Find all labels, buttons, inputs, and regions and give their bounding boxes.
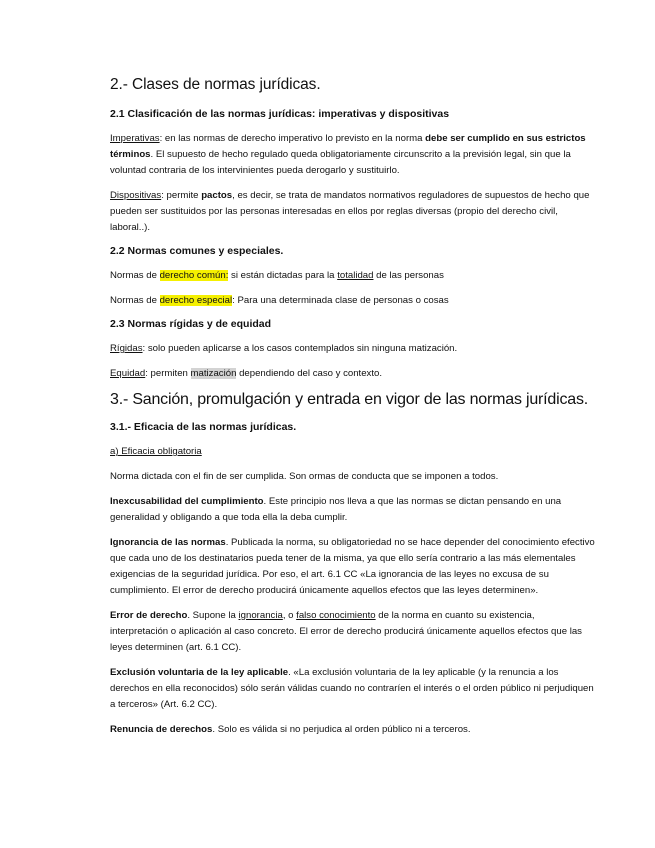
text: Normas de	[110, 295, 160, 306]
paragraph-derecho-comun	[110, 268, 595, 284]
term-imperativas: Imperativas	[110, 133, 160, 144]
term-rigidas: Rígidas	[110, 343, 143, 354]
section-2-1-title: 2.1 Clasificación de las normas jurídicas: imperativas y dispositivas	[110, 108, 450, 120]
text: : permite	[161, 190, 202, 201]
bold-text: Exclusión voluntaria de la ley aplicable	[110, 667, 289, 678]
text: de la norma en cuanto su existencia, interpretación o aplicación al caso concreto. El error de derecho producirá únicamente aquellos efectos que las leyes determinen (art. 6.1 CC).	[110, 610, 582, 653]
term-dispositivas: Dispositivas	[110, 190, 162, 201]
paragraph-eficacia: Norma dictada con el fin de ser cumplida. Son ormas de conducta que se imponen a todos.	[110, 471, 499, 482]
section-2-title: 2.- Clases de normas jurídicas.	[110, 76, 321, 93]
section-3-1-title: 3.1.- Eficacia de las normas jurídicas.	[110, 421, 297, 433]
text: , es decir, se trata de mandatos normativos reguladores de supuestos de hecho que pueden ser sustituidos por las personas interesadas en ellos por reglas diversas (propio del derecho civil, laboral..).	[110, 190, 590, 233]
text: Normas de	[110, 270, 160, 281]
section-2-2-title: 2.2 Normas comunes y especiales.	[110, 245, 284, 257]
underlined-totalidad: totalidad	[337, 270, 374, 281]
paragraph-derecho-especial	[110, 293, 595, 309]
text: : solo pueden aplicarse a los casos contemplados sin ninguna matización.	[142, 343, 458, 354]
text: : en las normas de derecho imperativo lo previsto en la norma	[159, 133, 426, 144]
underlined-falso-conocimiento: falso conocimiento	[296, 610, 376, 621]
paragraph-dispositivas	[110, 188, 595, 236]
text: . Supone la	[187, 610, 239, 621]
paragraph-exclusion	[110, 665, 595, 713]
text: de las personas	[373, 270, 444, 281]
subsection-label: a) Eficacia obligatoria	[110, 446, 202, 457]
text: . Este principio nos lleva a que las normas se dictan pensando en una generalidad y obligando a que toda ella la deba cumplir.	[110, 496, 562, 523]
bold-text: Renuncia de derechos	[110, 724, 213, 735]
paragraph-renuncia	[110, 722, 595, 738]
paragraph-rigidas	[110, 341, 595, 357]
section-2-3-title: 2.3 Normas rígidas y de equidad	[110, 318, 272, 330]
bold-text: Inexcusabilidad del cumplimiento	[110, 496, 264, 507]
underlined-ignorancia: ignorancia	[238, 610, 283, 621]
bold-text: debe ser cumplido en sus estrictos términos	[110, 133, 586, 160]
term-equidad: Equidad	[110, 368, 146, 379]
highlight-derecho-especial: derecho especial	[159, 295, 233, 306]
text: . Publicada la norma, su obligatoriedad no se hace depender del conocimiento efectivo que cada uno de los destinatarios pueda tener de la misma, ya que ello sería contrario a las más elementales exigencias de la seguridad jurídica. Por eso, el art. 6.1 CC «La ignorancia de las leyes no excusa de su cumplimiento. El error de derecho producirá únicamente aquellos efectos que las leyes determinen».	[110, 537, 595, 596]
section-3-title: 3.- Sanción, promulgación y entrada en vigor de las normas jurídicas.	[110, 391, 589, 408]
text: . El supuesto de hecho regulado queda obligatoriamente circunscrito a la previsión legal, sin que la voluntad contraria de los intervinientes pueda derogarlo y sustituirlo.	[110, 149, 571, 176]
subsection-eficacia-obligatoria	[110, 444, 595, 460]
text: : Para una determinada clase de personas o cosas	[232, 295, 449, 306]
paragraph-imperativas	[110, 131, 595, 179]
text: dependiendo del caso y contexto.	[236, 368, 383, 379]
highlight-derecho-comun: derecho común:	[159, 270, 229, 281]
text: , o	[282, 610, 297, 621]
highlight-matizacion: matización	[190, 368, 237, 379]
paragraph-equidad	[110, 366, 595, 382]
bold-text: Error de derecho	[110, 610, 188, 621]
paragraph-error-derecho	[110, 608, 595, 656]
text: . Solo es válida si no perjudica al orden público ni a terceros.	[212, 724, 471, 735]
paragraph-inexcusabilidad	[110, 494, 595, 526]
text: : permiten	[145, 368, 191, 379]
text: . «La exclusión voluntaria de la ley aplicable (y la renuncia a los derechos en ella reconocidos) sólo serán válidas cuando no contraríen el interés o el orden público ni perjudiquen a terceros» (Art. 6.2 CC).	[110, 667, 594, 710]
text: si están dictadas para la	[228, 270, 338, 281]
bold-text: pactos	[201, 190, 233, 201]
bold-text: Ignorancia de las normas	[110, 537, 226, 548]
paragraph-ignorancia	[110, 535, 595, 599]
